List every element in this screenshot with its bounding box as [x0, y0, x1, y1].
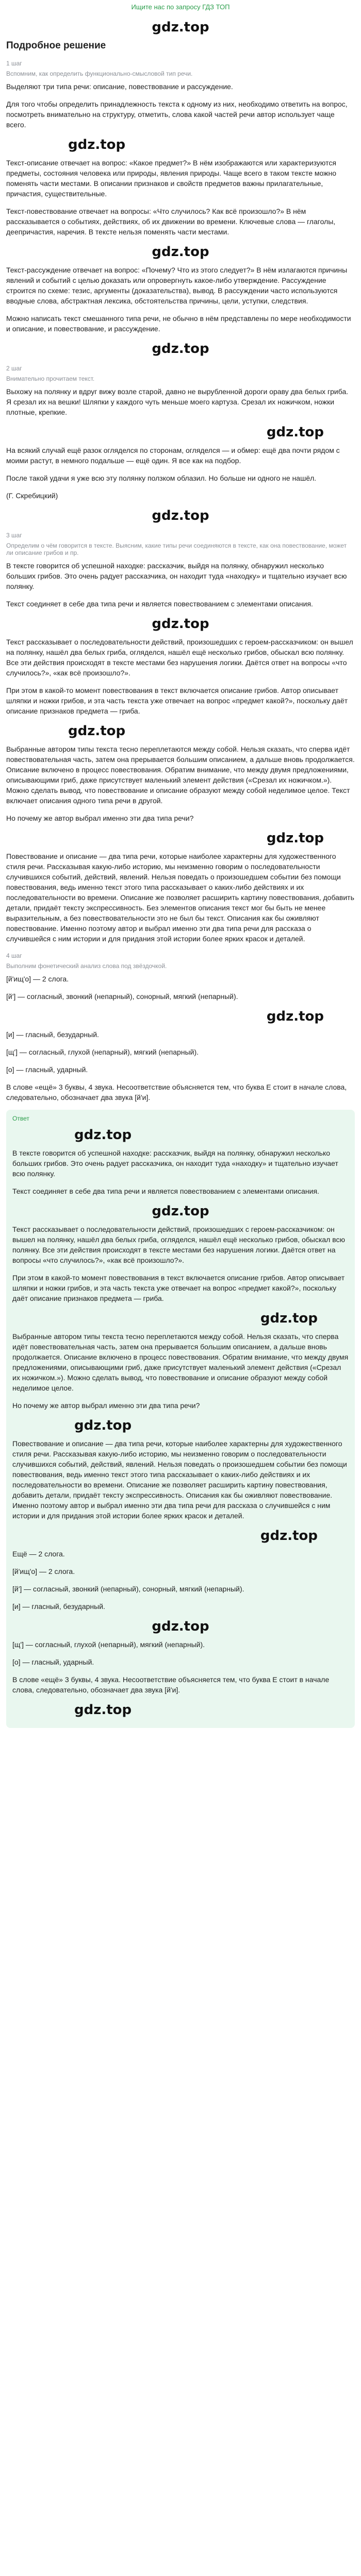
paragraph: [и] — гласный, безударный. [6, 1030, 99, 1039]
paragraph: [о] — гласный, ударный. [6, 1065, 88, 1074]
watermark: gdz.top [152, 1204, 209, 1219]
paragraph: [и] — гласный, безударный. [12, 1602, 105, 1611]
watermark: gdz.top [266, 1009, 324, 1024]
watermark: gdz.top [74, 1702, 132, 1718]
watermark: gdz.top [74, 1127, 132, 1143]
paragraph: Повествование и описание — два типа речи, которые наиболее характерны для художественного стиля речи. Рассказывая какую-либо историю, мы неизменно говорим о последовательности случившихся событий, действий, явлений. Нельзя поведать о произошедшем событии без помощи повествования, ведь именно текст этого типа рассказывает о каких-либо действиях и их последовательности во времени. Описание же позволяет расширить картину повествования, добавить детали, придаёт тексту экспрессивность. Без элементов описания текст мог бы быть не менее выразительным, а без повествовательности это не был бы текст. Описания как бы оживляют повествование. Именно поэтому автор и выбрал именно эти два типа речи для рассказа о случившейся с ним истории и для придания этой истории более ярких красок и деталей. [6, 852, 354, 943]
step-label: 2 шаг [6, 365, 22, 372]
watermark: gdz.top [74, 1418, 132, 1433]
paragraph: Выбранные автором типы текста тесно переплетаются между собой. Нельзя сказать, что сперва идёт повествовательная часть, затем она прерывается большим описанием, а дальше вновь продолжается. Описание включено в процесс повествования. Обратим внимание, что между двумя предложениями, описывающими гриб, даже присутствует маленький элемент действия («Срезал их ножичком.»). Можно сделать вывод, что повествование и описание образуют между собой неделимое целое. Текст включает описания одного типа речи в другой. [6, 745, 355, 805]
paragraph: Но почему же автор выбрал именно эти два типа речи? [12, 1401, 200, 1410]
paragraph: [й'ищ'о] — 2 слога. [12, 1567, 75, 1575]
paragraph: На всякий случай ещё разок огляделся по сторонам, огляделся — и обмер: ещё два почти рядом с моими растут, в немного подальше — ещё один. Я все как на подбор. [6, 446, 340, 465]
watermark: gdz.top [68, 137, 126, 152]
paragraph: Для того чтобы определить принадлежность текста к одному из них, необходимо ответить на вопрос, посмотреть внимательно на структуру, отметить, слова какой частей речи автор использует чаще всего. [6, 100, 348, 129]
step-hint: Вспомним, как определить функционально-смысловой тип речи. [6, 70, 193, 77]
watermark: gdz.top [152, 244, 209, 260]
paragraph: Текст-повествование отвечает на вопросы: «Что случилось? Как всё произошло?» В нём рассказывается о событиях, действиях, об их движении во времени. Ключевые слова — глаголы, деепричастия, наречия. В тексте нельзя поменять части местами. [6, 207, 336, 236]
paragraph: После такой удачи я уже всю эту полянку ползком облазил. Но больше ни одного не нашёл. [6, 474, 317, 482]
paragraph: [й'] — согласный, звонкий (непарный), сонорный, мягкий (непарный). [12, 1585, 244, 1593]
paragraph: [о] — гласный, ударный. [12, 1658, 94, 1666]
paragraph: Ещё — 2 слога. [12, 1550, 65, 1558]
answer-label: Ответ [12, 1115, 29, 1122]
step-2 [6, 365, 355, 501]
paragraph: Текст рассказывает о последовательности действий, произошедших с героем-рассказчиком: он вышел на полянку, нашёл два белых гриба, огляделся, нашёл ещё несколько грибов, обыскал всю полянку. Все эти действия происходят в тексте местами без нарушения логики. Даётся ответ на вопросы «что случилось?», «как всё произошло?». [6, 638, 353, 677]
step-label: 4 шаг [6, 952, 22, 959]
watermark: gdz.top [152, 616, 209, 632]
step-hint: Определим о чём говорится в тексте. Выясним, какие типы речи соединяются в тексте, как она повествование, может ли описание грибов и пр. [6, 542, 347, 556]
paragraph: Текст-описание отвечает на вопрос: «Какое предмет?» В нём изображаются или характеризуются предметы, состояния человека или природы, явления природы. Чаще всего в таком тексте можно поменять части местами. В описании признаков и свойств предметов важны прилагательные, причастия, существительные. [6, 159, 337, 198]
watermark: gdz.top [260, 1528, 318, 1544]
paragraph: (Г. Скребицкий) [6, 492, 58, 500]
paragraph: [щ'] — согласный, глухой (непарный), мягкий (непарный). [6, 1048, 199, 1056]
top-search-link[interactable]: Ищите нас по запросу ГДЗ ТОП [131, 3, 230, 11]
step-hint: Выполним фонетический анализ слова под звёздочкой. [6, 962, 167, 970]
watermark: gdz.top [68, 723, 126, 739]
step-label: 3 шаг [6, 532, 22, 539]
paragraph: Текст рассказывает о последовательности действий, произошедших с героем-рассказчиком: он вышел на полянку, нашёл два белых гриба, огляделся, нашёл ещё несколько грибов, обыскал всю полянку. Все эти действия происходят в тексте местами без нарушения логики. Даётся ответ на вопросы «что случилось?», «как всё произошло?». [12, 1225, 346, 1264]
watermark: gdz.top [260, 1311, 318, 1326]
watermark: gdz.top [266, 831, 324, 846]
paragraph: Повествование и описание — два типа речи, которые наиболее характерны для художественного стиля речи. Рассказывая какую-либо историю, мы неизменно говорим о последовательности случившихся событий, действий, явлений. Нельзя поведать о произошедшем событии без помощи повествования, ведь именно текст этого типа рассказывает о каких-либо действиях и их последовательности во времени. Описание же позволяет расширить картину повествования, добавить детали, придаёт тексту экспрессивность. Описания как бы оживляют повествование. Именно поэтому автор и выбрал именно эти два типа речи для рассказа о случившейся с ним истории и для придания этой истории более ярких красок и деталей. [12, 1439, 347, 1520]
page-title: Подробное решение [6, 40, 106, 51]
paragraph: Но почему же автор выбрал именно эти два типа речи? [6, 814, 194, 822]
paragraph: Выбранные автором типы текста тесно переплетаются между собой. Нельзя сказать, что сперва идёт повествовательная часть, затем она прерывается большим описанием, а дальше вновь продолжается. Описание включено в процесс повествования. Обратим внимание, что между двумя предложениями, описывающими гриб, даже присутствует маленький элемент действия («Срезал их ножичком.»). Можно сделать вывод, что повествование и описание образуют между собой неделимое целое. [12, 1332, 349, 1392]
paragraph: [щ'] — согласный, глухой (непарный), мягкий (непарный). [12, 1640, 205, 1649]
paragraph: Текст соединяет в себе два типа речи и является повествованием с элементами описания. [6, 600, 313, 608]
step-label: 1 шаг [6, 60, 22, 67]
step-hint: Внимательно прочитаем текст. [6, 375, 95, 382]
step-1 [6, 60, 355, 334]
watermark: gdz.top [152, 341, 209, 357]
top-banner [0, 0, 361, 14]
answer-box [6, 1110, 355, 1728]
watermark: gdz.top [152, 1619, 209, 1634]
paragraph: При этом в какой-то момент повествования в текст включается описание грибов. Автор описывает шляпки и ножки грибов, и эта часть текста уже отвечает на вопрос «предмет какой?», поскольку даёт описание признаков предмета — гриба. [6, 686, 348, 715]
step-4 [6, 952, 355, 1103]
paragraph: [й'] — согласный, звонкий (непарный), сонорный, мягкий (непарный). [6, 992, 238, 1001]
paragraph: Текст-рассуждение отвечает на вопрос: «Почему? Что из этого следует?» В нём излагаются причины явлений и событий с целью доказать или опровергнуть какое-либо утверждение. Рассуждение строится по схеме: тезис, аргументы (доказательства), вывод. В рассуждении часто используются вводные слова, абстрактная лексика, обстоятельства причины, цели, уступки, следствия. [6, 266, 348, 305]
paragraph: При этом в какой-то момент повествования в текст включается описание грибов. Автор описывает шляпки и ножки грибов, и эта часть текста уже отвечает на вопрос «предмет какой?», поскольку даёт описание признаков предмета — гриба. [12, 1274, 345, 1302]
paragraph: Можно написать текст смешанного типа речи, не обычно в нём представлены по мере необходимости и описание, и повествование, и рассуждение. [6, 314, 351, 333]
step-3 [6, 532, 355, 944]
watermark: gdz.top [152, 20, 209, 35]
paragraph: Текст соединяет в себе два типа речи и является повествованием с элементами описания. [12, 1187, 319, 1195]
paragraph: В слове «ещё» 3 буквы, 4 звука. Несоответствие объясняется тем, что буква Е стоит в начале слова, следовательно, обозначает два звука [й'и]. [6, 1083, 347, 1101]
paragraph: Выделяют три типа речи: описание, повествование и рассуждение. [6, 82, 233, 91]
paragraph: В тексте говорится об успешной находке: рассказчик, выйдя на полянку, обнаружил несколько больших грибов. Это очень радует рассказчика, он находит туда «находку» и тщательно изучает всю полянку. [12, 1149, 338, 1178]
watermark: gdz.top [152, 508, 209, 523]
paragraph: В слове «ещё» 3 буквы, 4 звука. Несоответствие объясняется тем, что буква Е стоит в начале слова, следовательно, обозначает два звука [й'и]. [12, 1675, 330, 1694]
solution-content [0, 40, 361, 1728]
paragraph: [й'ищ'о] — 2 слога. [6, 975, 69, 983]
paragraph: Выхожу на полянку и вдруг вижу возле старой, давно не вырубленной дороги ораву два белых гриба. Я срезал их на вешки! Шляпки у каждого чуть меньше моего картуза. Срезал их ножичком, ножки плотные, крепкие. [6, 387, 349, 416]
paragraph: В тексте говорится об успешной находке: рассказчик, выйдя на полянку, обнаружил несколько больших грибов. Это очень радует рассказчика, он находит туда «находку» и тщательно изучает всю полянку. [6, 562, 347, 590]
watermark: gdz.top [266, 425, 324, 440]
